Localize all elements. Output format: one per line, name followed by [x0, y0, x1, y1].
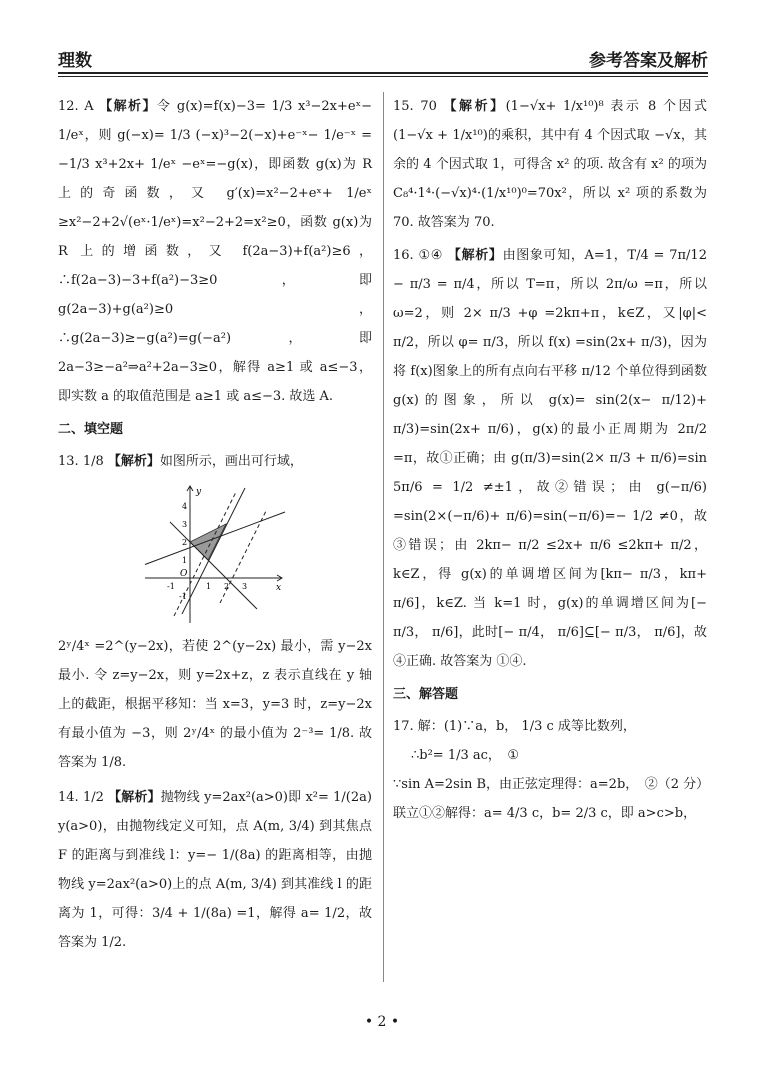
- solution-line: ∴b²= 1/3 ac， ①: [411, 748, 520, 763]
- left-column: [58, 92, 372, 957]
- analysis-tag: 【解析】: [107, 454, 160, 469]
- question-text: (1−√x+ 1/x¹⁰)⁸ 表示 8 个因式(1−√x + 1/x¹⁰)的乘积，其中有 4 个因式取 −√x，其余的 4 个因式取 1，可得含 x² 的项. 故含有 x² 的项为 C₈⁴·1⁴·(−√x)⁴·(1/x¹⁰)⁰=70x²，所以 x² 项的系数为 70. 故答案为 70.: [393, 99, 707, 230]
- section-heading: 三、解答题: [393, 687, 459, 702]
- header-rule-thin: [58, 76, 708, 77]
- header-rule: [58, 72, 708, 74]
- y-tick-label: 4: [182, 502, 188, 511]
- question-17: [393, 712, 707, 741]
- origin-label: O: [180, 569, 188, 579]
- subject-title: 理数: [58, 51, 92, 71]
- y-tick-label: 2: [182, 538, 188, 547]
- question-13-solution: 2ʸ/4ˣ =2^(y−2x)，若使 2^(y−2x) 最小，需 y−2x 最小. 令 z=y−2x，则 y=2x+z，z 表示直线在 y 轴上的截距，根据平移知：当 x=3，y=3 时，z=y−2x 有最小值为 −3，则 2ʸ/4ˣ 的最小值为 2⁻³= 1/8. 故答案为 1/8.: [58, 639, 372, 770]
- y-tick-label: -1: [179, 592, 187, 601]
- y-tick-label: 3: [182, 520, 188, 529]
- column-divider: [383, 92, 384, 982]
- question-text: 由图象可知，A=1，T/4 = 7π/12 − π/3 = π/4，所以 T=π，所以 2π/ω =π，所以 ω=2，则 2× π/3 +φ =2kπ+π，k∈Z，又|φ|< π/2，所以 φ= π/3，所以 f(x) =sin(2x+ π/3)，因为将 f(x)图象上的所有点向右平移 π/12 个单位得到函数 g(x)的图象，所以 g(x)= sin(2(x− π/12)+ π/3)=sin(2x+ π/6)，g(x)的最小正周期为 2π/2 =π，故①正确；由 g(π/3)=sin(2× π/3 + π/6)=sin 5π/6 = 1/2 ≠±1，故②错误；由 g(−π/6) =sin(2×(−π/6)+ π/6)=sin(−π/6)=− 1/2 ≠0，故③错误；由 2kπ− π/2 ≤2x+ π/6 ≤2kπ+ π/2，k∈Z，得 g(x)的单调增区间为[kπ− π/3，kπ+ π/6]，k∈Z. 当 k=1 时，g(x)的单调增区间为[− π/3， π/6]，此时[− π/4， π/6]⊆[− π/3， π/6]，故④正确. 故答案为 ①④.: [393, 248, 708, 669]
- question-number: 12. A: [58, 99, 94, 114]
- question-15: [393, 92, 707, 237]
- solution-line: 联立①②解得：a= 4/3 c，b= 2/3 c，即 a>c>b，: [393, 806, 697, 821]
- right-column: [393, 92, 710, 828]
- question-12: [58, 92, 372, 411]
- question-number: 17. 解：: [393, 719, 444, 734]
- section-title: 参考答案及解析: [589, 51, 708, 71]
- boundary-line-3: [182, 488, 248, 614]
- question-text: 抛物线 y=2ax²(a>0)即 x²= 1/(2a) y(a>0)，由抛物线定义可知，点 A(m, 3/4) 到其焦点 F 的距离与到准线 l：y=− 1/(8a) 的距离相等，由抛物线 y=2ax²(a>0)上的点 A(m, 3/4) 到其准线 l 的距离为 1，可得：3/4 + 1/(8a) =1，解得 a= 1/2，故答案为 1/2.: [58, 790, 372, 950]
- analysis-tag: 【解析】: [108, 790, 161, 805]
- x-tick-label: -1: [167, 582, 175, 591]
- page-header: [58, 44, 708, 72]
- question-intro: 如图所示，画出可行域，: [159, 454, 303, 469]
- solution-line: (1)∵a，b， 1/3 c 成等比数列，: [443, 719, 636, 734]
- analysis-tag: 【解析】: [443, 99, 506, 114]
- x-tick-label: 1: [206, 582, 212, 591]
- question-text: 令 g(x)=f(x)−3= 1/3 x³−2x+eˣ− 1/eˣ，则 g(−x)= 1/3 (−x)³−2(−x)+e⁻ˣ− 1/e⁻ˣ = −1/3 x³+2x+ 1/eˣ −eˣ=−g(x)，即函数 g(x)为 R 上的奇函数，又 g′(x)=x²−2+eˣ+ 1/eˣ ≥x²−2+2√(eˣ·1/eˣ)=x²−2+2=x²≥0，函数 g(x)为 R 上的增函数，又 f(2a−3)+f(a²)≥6，∴f(2a−3)−3+f(a²)−3≥0，即 g(2a−3)+g(a²)≥0，∴g(2a−3)≥−g(a²)=g(−a²)，即 2a−3≥−a²⇒a²+2a−3≥0，解得 a≥1 或 a≤−3，即实数 a 的取值范围是 a≥1 或 a≤−3. 故选 A.: [58, 99, 372, 404]
- page-number: • 2 •: [364, 1014, 400, 1030]
- section-heading: 二、填空题: [58, 422, 124, 437]
- boundary-line-1: [145, 512, 285, 565]
- analysis-tag: 【解析】: [99, 99, 157, 114]
- question-number: 14.: [58, 790, 79, 805]
- question-16: [393, 241, 707, 676]
- feasible-region: [190, 524, 226, 560]
- question-answer: 1/8: [82, 454, 104, 469]
- y-tick-label: 1: [182, 556, 188, 565]
- question-answer: 1/2: [82, 790, 104, 805]
- question-14: [58, 783, 372, 957]
- feasible-region-graph: [140, 478, 290, 628]
- question-number: 15. 70: [393, 99, 437, 114]
- analysis-tag: 【解析】: [447, 248, 503, 263]
- y-axis-label: y: [196, 487, 202, 497]
- x-tick-label: 2: [224, 582, 230, 591]
- x-axis-label: x: [276, 583, 282, 593]
- solution-line: ∵sin A=2sin B，由正弦定理得：a=2b， ②（2 分）: [393, 777, 710, 792]
- question-number: 16. ①④: [393, 248, 444, 263]
- question-number: 13.: [58, 454, 79, 469]
- question-13: [58, 447, 372, 476]
- x-tick-label: 3: [242, 582, 248, 591]
